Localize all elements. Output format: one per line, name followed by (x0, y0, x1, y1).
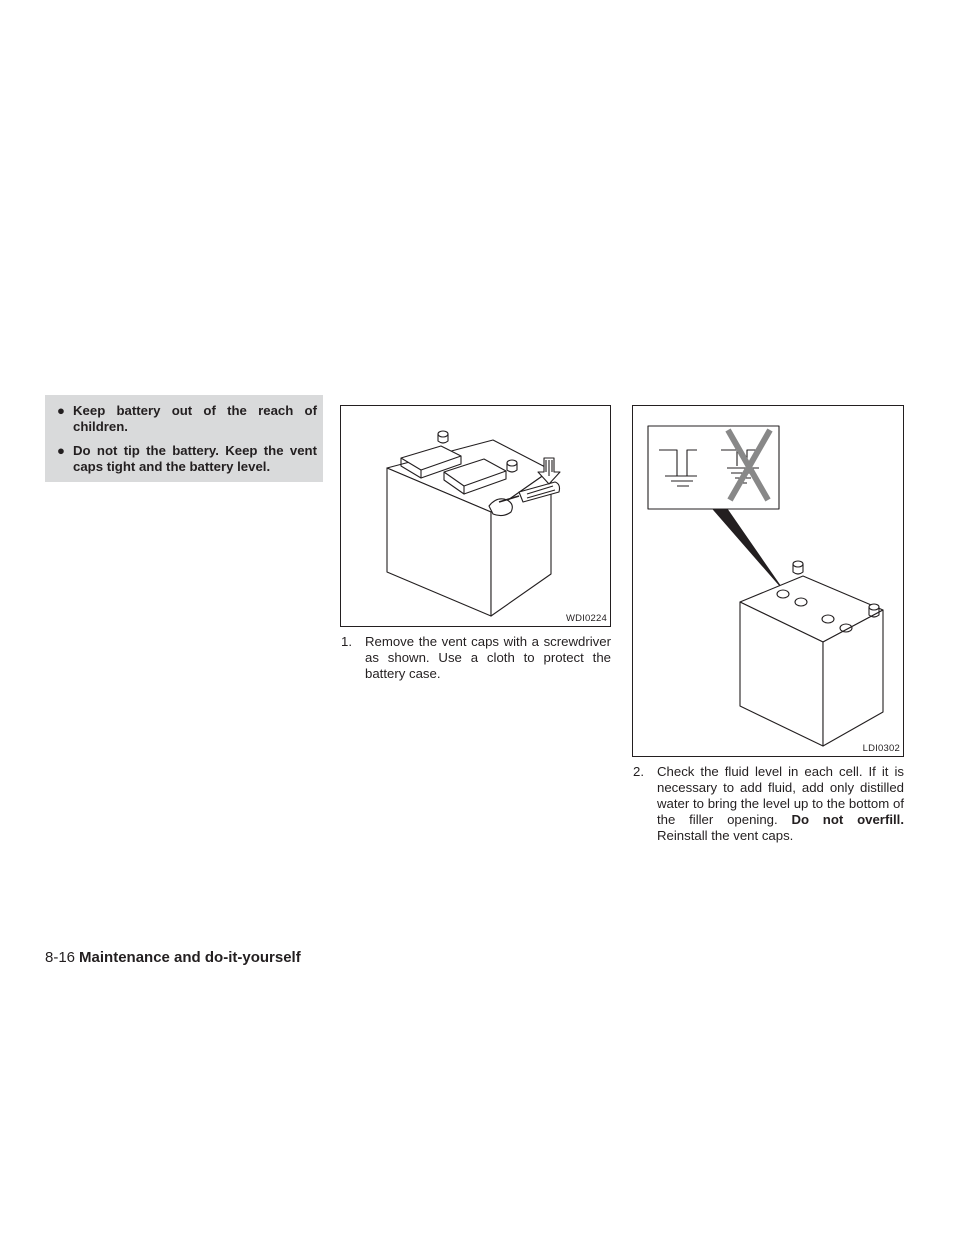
bullet-icon: ● (57, 403, 65, 418)
page-footer (45, 949, 301, 966)
warning-box (45, 395, 323, 482)
step-text-part: Check the fluid level in each cell. If it is necessary to add fluid, add only distilled water to bring the level up to the bottom of the filler opening. (657, 764, 904, 827)
warning-item (51, 403, 317, 435)
section-title: Maintenance and do-it-yourself (79, 949, 301, 966)
step-text: Remove the vent caps with a screwdriver as shown. Use a cloth to protect the battery case. (365, 634, 611, 681)
step-1 (341, 634, 611, 682)
warning-text: Keep battery out of the reach of children. (73, 403, 317, 434)
page-number: 8-16 (45, 949, 76, 966)
step-number: 2. (633, 764, 644, 779)
step-text (633, 764, 904, 844)
warning-text: Do not tip the battery. Keep the vent caps tight and the battery level. (73, 443, 317, 474)
step-2 (633, 764, 904, 844)
step-number: 1. (341, 634, 352, 649)
figure-remove-vent-caps (340, 405, 611, 627)
step-text-part: Reinstall the vent caps. (657, 828, 794, 843)
figure-check-fluid-level (632, 405, 904, 757)
warning-item (51, 443, 317, 475)
bullet-icon: ● (57, 443, 65, 458)
step-emphasis: Do not overfill. (791, 812, 904, 827)
battery-fluid-level-illustration (633, 406, 905, 758)
battery-screwdriver-illustration (341, 406, 612, 628)
figure-code: LDI0302 (862, 743, 900, 754)
figure-code: WDI0224 (565, 613, 607, 624)
